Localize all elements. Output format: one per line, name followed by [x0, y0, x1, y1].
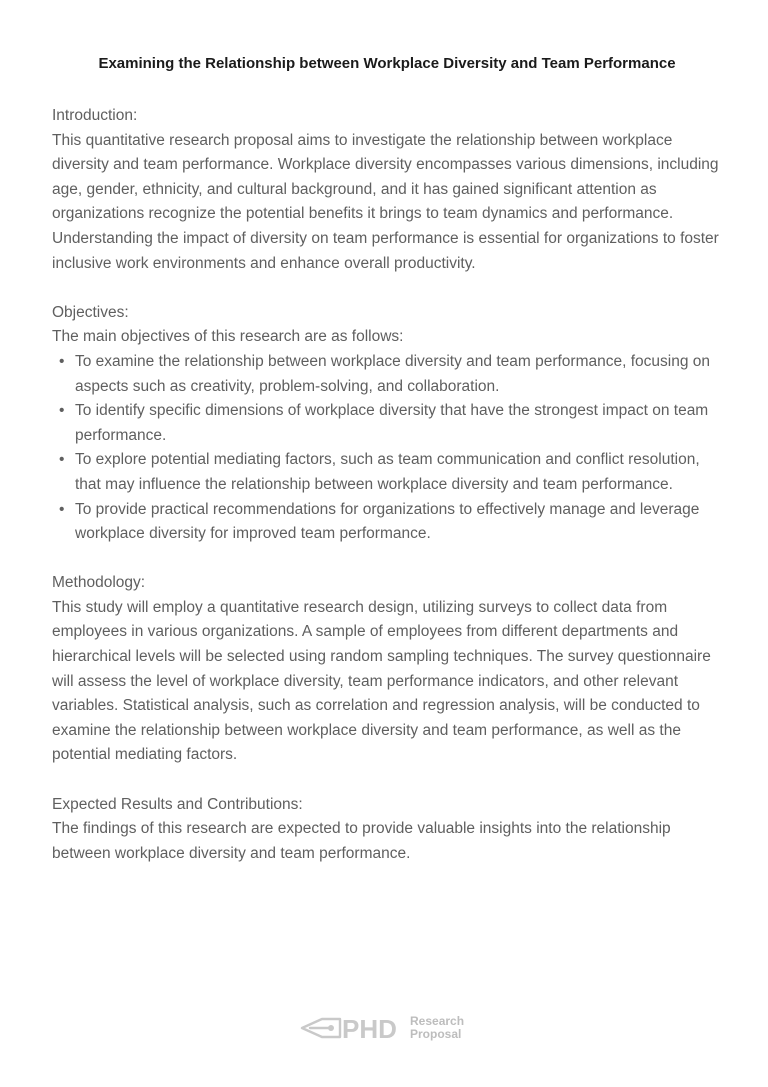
bullet-icon: •: [59, 352, 65, 370]
expected-results-body: The findings of this research are expected to provide valuable insights into the relationship between workplace diversity and team performance.: [52, 820, 671, 862]
list-item-text: To examine the relationship between workplace diversity and team performance, focusing on aspects such as creativity, problem-solving, and collaboration.: [75, 352, 710, 395]
list-item: [52, 498, 722, 547]
logo-line-proposal: Proposal: [410, 1027, 462, 1041]
document-page: [52, 52, 722, 866]
introduction-heading: Introduction:: [52, 107, 138, 124]
document-title: Examining the Relationship between Workplace Diversity and Team Performance: [98, 55, 676, 72]
section-spacer: [52, 768, 722, 793]
list-item: [52, 399, 722, 448]
bullet-icon: •: [59, 500, 65, 518]
section-spacer: [52, 547, 722, 572]
methodology-heading: Methodology:: [52, 574, 146, 592]
bullet-icon: •: [59, 451, 65, 469]
section-spacer: [52, 276, 722, 301]
introduction-body: This quantitative research proposal aims to investigate the relationship between workplace diversity and team performance. Workplace diversity encompasses various dimensions, including age, gender, ethnicity, and cultural background, and it has gained significant attention as organizations recognize the potential benefits it brings to team dynamics and performance. Understanding the impact of diversity on team performance is essential for organizations to foster inclusive work environments and enhance overall productivity.: [52, 131, 719, 272]
expected-results-heading: Expected Results and Contributions:: [52, 795, 303, 813]
phd-research-proposal-logo: [300, 1012, 475, 1044]
list-item: [52, 350, 722, 399]
methodology-body: This study will employ a quantitative research design, utilizing surveys to collect data from employees in various organizations. A sample of employees from different departments and hierarchical levels will be selected using random sampling techniques. The survey questionnaire will assess the level of workplace diversity, team performance indicators, and other relevant variables. Statistical analysis, such as correlation and regression analysis, will be conducted to examine the relationship between workplace diversity and team performance, as well as the potential mediating factors.: [52, 598, 711, 764]
introduction-section: [52, 104, 722, 276]
list-item-text: To identify specific dimensions of workplace diversity that have the strongest impact on team performance.: [75, 402, 709, 444]
pen-nib-logo-icon: [300, 1013, 404, 1043]
methodology-section: [52, 571, 722, 768]
objectives-intro: The main objectives of this research are as follows:: [52, 328, 404, 346]
logo-mark-text: PHD: [342, 1014, 397, 1043]
list-item-text: To provide practical recommendations for organizations to effectively manage and leverage workplace diversity for improved team performance.: [75, 500, 700, 543]
list-item: [52, 448, 722, 497]
logo-line-research: Research: [410, 1014, 465, 1028]
objectives-section: [52, 301, 722, 547]
objectives-heading: Objectives:: [52, 303, 129, 321]
bullet-icon: •: [59, 402, 65, 420]
logo-text: [410, 1015, 464, 1041]
expected-results-section: [52, 793, 722, 867]
list-item-text: To explore potential mediating factors, such as team communication and conflict resolution, that may influence the relationship between workplace diversity and team performance.: [75, 451, 700, 493]
objectives-list: [52, 350, 722, 547]
